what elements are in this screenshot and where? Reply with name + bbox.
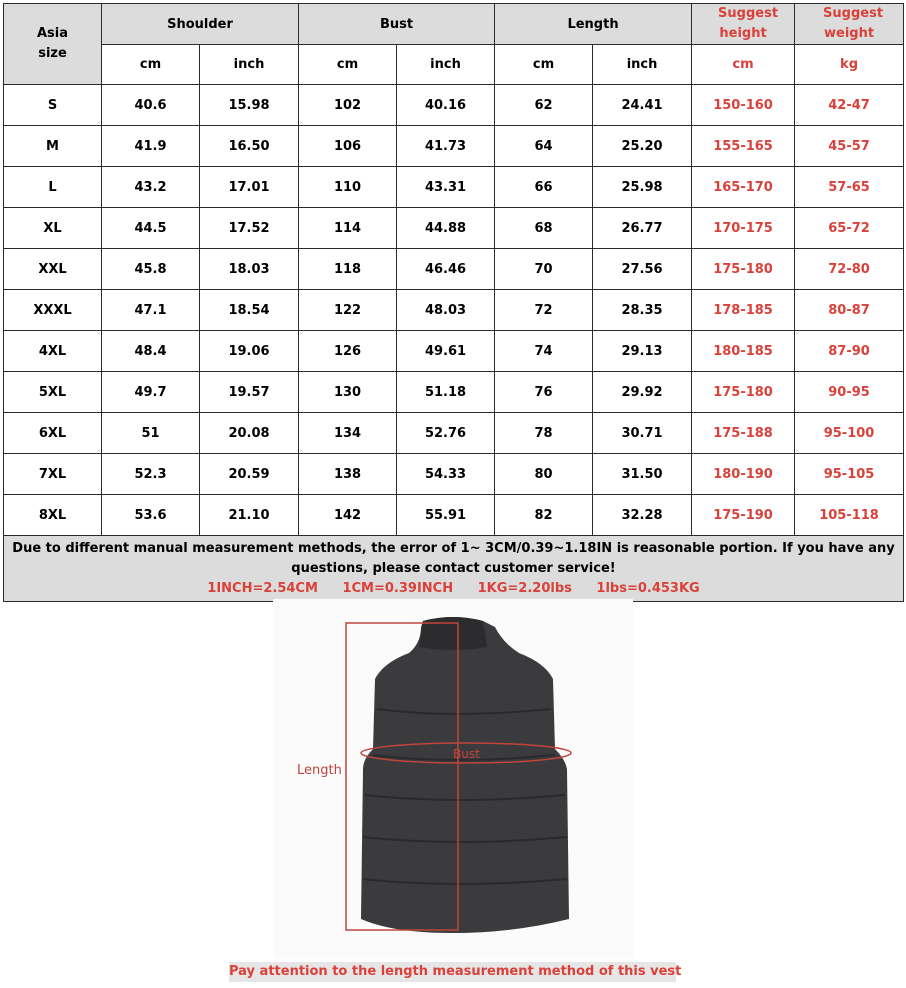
value-cell: 46.46 bbox=[397, 249, 495, 290]
value-cell: 122 bbox=[299, 290, 397, 331]
value-cell: 17.01 bbox=[200, 167, 299, 208]
value-cell: 28.35 bbox=[593, 290, 692, 331]
suggest-weight-header: Suggest weight bbox=[795, 4, 904, 45]
value-cell: 20.59 bbox=[200, 454, 299, 495]
value-cell: 110 bbox=[299, 167, 397, 208]
table-row bbox=[4, 331, 904, 372]
height-cell: 165-170 bbox=[692, 167, 795, 208]
table-row bbox=[4, 290, 904, 331]
value-cell: 48.03 bbox=[397, 290, 495, 331]
size-chart-table bbox=[3, 3, 904, 602]
table-row bbox=[4, 167, 904, 208]
unit-cell: inch bbox=[397, 45, 495, 85]
value-cell: 52.3 bbox=[102, 454, 200, 495]
value-cell: 142 bbox=[299, 495, 397, 536]
height-cell: 175-188 bbox=[692, 413, 795, 454]
weight-cell: 57-65 bbox=[795, 167, 904, 208]
unit-cell: inch bbox=[200, 45, 299, 85]
value-cell: 130 bbox=[299, 372, 397, 413]
length-header: Length bbox=[495, 4, 692, 45]
size-cell: 4XL bbox=[4, 331, 102, 372]
value-cell: 32.28 bbox=[593, 495, 692, 536]
length-measurement-caption: Pay attention to the length measurement method of this vest bbox=[229, 962, 676, 982]
table-row bbox=[4, 372, 904, 413]
size-cell: XXXL bbox=[4, 290, 102, 331]
height-cell: 175-180 bbox=[692, 249, 795, 290]
unit-cell: kg bbox=[795, 45, 904, 85]
value-cell: 40.16 bbox=[397, 85, 495, 126]
value-cell: 66 bbox=[495, 167, 593, 208]
value-cell: 19.06 bbox=[200, 331, 299, 372]
height-cell: 175-180 bbox=[692, 372, 795, 413]
size-cell: 6XL bbox=[4, 413, 102, 454]
bust-header: Bust bbox=[299, 4, 495, 45]
value-cell: 126 bbox=[299, 331, 397, 372]
value-cell: 18.03 bbox=[200, 249, 299, 290]
height-cell: 180-190 bbox=[692, 454, 795, 495]
value-cell: 53.6 bbox=[102, 495, 200, 536]
length-label: Length bbox=[297, 763, 342, 778]
size-cell: 8XL bbox=[4, 495, 102, 536]
weight-cell: 65-72 bbox=[795, 208, 904, 249]
weight-cell: 95-100 bbox=[795, 413, 904, 454]
value-cell: 15.98 bbox=[200, 85, 299, 126]
value-cell: 106 bbox=[299, 126, 397, 167]
size-cell: L bbox=[4, 167, 102, 208]
bust-label: Bust bbox=[453, 747, 480, 761]
size-cell: 7XL bbox=[4, 454, 102, 495]
weight-cell: 80-87 bbox=[795, 290, 904, 331]
height-cell: 170-175 bbox=[692, 208, 795, 249]
value-cell: 18.54 bbox=[200, 290, 299, 331]
value-cell: 76 bbox=[495, 372, 593, 413]
size-cell: XL bbox=[4, 208, 102, 249]
value-cell: 43.31 bbox=[397, 167, 495, 208]
value-cell: 138 bbox=[299, 454, 397, 495]
asia-size-header: Asia size bbox=[4, 4, 102, 85]
value-cell: 55.91 bbox=[397, 495, 495, 536]
value-cell: 52.76 bbox=[397, 413, 495, 454]
vest-shape bbox=[361, 617, 569, 933]
value-cell: 20.08 bbox=[200, 413, 299, 454]
value-cell: 26.77 bbox=[593, 208, 692, 249]
unit-conversions bbox=[8, 579, 899, 599]
value-cell: 114 bbox=[299, 208, 397, 249]
vest-measurement-diagram bbox=[273, 599, 633, 959]
value-cell: 64 bbox=[495, 126, 593, 167]
height-cell: 175-190 bbox=[692, 495, 795, 536]
weight-cell: 90-95 bbox=[795, 372, 904, 413]
value-cell: 24.41 bbox=[593, 85, 692, 126]
value-cell: 51 bbox=[102, 413, 200, 454]
table-row bbox=[4, 495, 904, 536]
height-cell: 180-185 bbox=[692, 331, 795, 372]
value-cell: 78 bbox=[495, 413, 593, 454]
table-row bbox=[4, 126, 904, 167]
value-cell: 19.57 bbox=[200, 372, 299, 413]
value-cell: 62 bbox=[495, 85, 593, 126]
value-cell: 49.61 bbox=[397, 331, 495, 372]
value-cell: 68 bbox=[495, 208, 593, 249]
table-row bbox=[4, 413, 904, 454]
unit-cell: cm bbox=[692, 45, 795, 85]
weight-cell: 45-57 bbox=[795, 126, 904, 167]
value-cell: 44.88 bbox=[397, 208, 495, 249]
value-cell: 80 bbox=[495, 454, 593, 495]
value-cell: 43.2 bbox=[102, 167, 200, 208]
conversion-lbs-kg: 1lbs=0.453KG bbox=[596, 581, 700, 596]
unit-cell: inch bbox=[593, 45, 692, 85]
value-cell: 54.33 bbox=[397, 454, 495, 495]
height-cell: 150-160 bbox=[692, 85, 795, 126]
value-cell: 40.6 bbox=[102, 85, 200, 126]
suggest-height-header: Suggest height bbox=[692, 4, 795, 45]
value-cell: 47.1 bbox=[102, 290, 200, 331]
weight-cell: 87-90 bbox=[795, 331, 904, 372]
value-cell: 72 bbox=[495, 290, 593, 331]
value-cell: 29.13 bbox=[593, 331, 692, 372]
weight-cell: 95-105 bbox=[795, 454, 904, 495]
value-cell: 16.50 bbox=[200, 126, 299, 167]
value-cell: 70 bbox=[495, 249, 593, 290]
value-cell: 31.50 bbox=[593, 454, 692, 495]
value-cell: 30.71 bbox=[593, 413, 692, 454]
table-row bbox=[4, 85, 904, 126]
conversion-kg-lbs: 1KG=2.20lbs bbox=[477, 581, 572, 596]
value-cell: 118 bbox=[299, 249, 397, 290]
unit-cell: cm bbox=[299, 45, 397, 85]
value-cell: 21.10 bbox=[200, 495, 299, 536]
value-cell: 45.8 bbox=[102, 249, 200, 290]
value-cell: 49.7 bbox=[102, 372, 200, 413]
size-cell: 5XL bbox=[4, 372, 102, 413]
note-text: Due to different manual measurement methods, the error of 1~ 3CM/0.39~1.18IN is reasonable portion. If you have any questions, please contact customer service! bbox=[12, 541, 895, 576]
conversion-cm-inch: 1CM=0.39INCH bbox=[342, 581, 454, 596]
weight-cell: 42-47 bbox=[795, 85, 904, 126]
value-cell: 102 bbox=[299, 85, 397, 126]
measurement-note bbox=[4, 536, 904, 602]
size-cell: S bbox=[4, 85, 102, 126]
value-cell: 25.20 bbox=[593, 126, 692, 167]
table-row bbox=[4, 454, 904, 495]
vest-illustration bbox=[273, 599, 633, 959]
value-cell: 17.52 bbox=[200, 208, 299, 249]
unit-cell: cm bbox=[102, 45, 200, 85]
height-cell: 178-185 bbox=[692, 290, 795, 331]
value-cell: 29.92 bbox=[593, 372, 692, 413]
value-cell: 82 bbox=[495, 495, 593, 536]
value-cell: 44.5 bbox=[102, 208, 200, 249]
table-row bbox=[4, 249, 904, 290]
value-cell: 51.18 bbox=[397, 372, 495, 413]
value-cell: 25.98 bbox=[593, 167, 692, 208]
weight-cell: 72-80 bbox=[795, 249, 904, 290]
table-row bbox=[4, 208, 904, 249]
shoulder-header: Shoulder bbox=[102, 4, 299, 45]
value-cell: 27.56 bbox=[593, 249, 692, 290]
size-cell: XXL bbox=[4, 249, 102, 290]
value-cell: 134 bbox=[299, 413, 397, 454]
conversion-inch-cm: 1INCH=2.54CM bbox=[207, 581, 318, 596]
height-cell: 155-165 bbox=[692, 126, 795, 167]
size-cell: M bbox=[4, 126, 102, 167]
collar-shape bbox=[419, 617, 487, 650]
value-cell: 41.9 bbox=[102, 126, 200, 167]
value-cell: 74 bbox=[495, 331, 593, 372]
unit-cell: cm bbox=[495, 45, 593, 85]
value-cell: 48.4 bbox=[102, 331, 200, 372]
weight-cell: 105-118 bbox=[795, 495, 904, 536]
value-cell: 41.73 bbox=[397, 126, 495, 167]
